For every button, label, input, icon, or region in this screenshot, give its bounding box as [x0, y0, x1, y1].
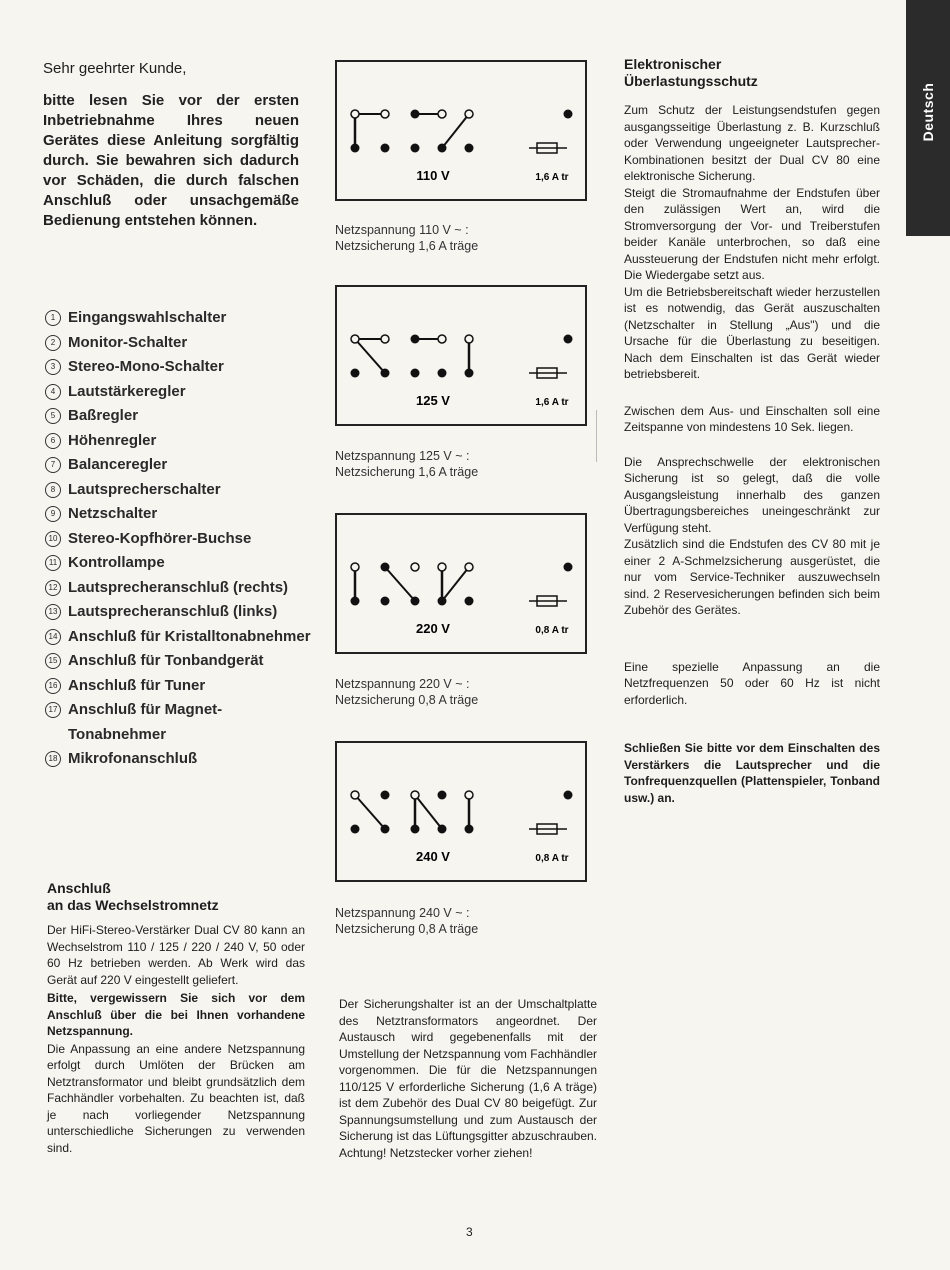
- diagram-caption: [335, 222, 478, 254]
- terminal-solder: [411, 825, 420, 834]
- part-number-badge: 12: [45, 580, 61, 596]
- parts-list-section: [45, 306, 315, 772]
- caption-voltage: Netzspannung 110 V ~ :: [335, 223, 469, 237]
- part-number-badge: 5: [45, 408, 61, 424]
- part-label: Lautsprecheranschluß (links): [68, 603, 278, 620]
- terminal-open: [465, 110, 473, 118]
- part-label: Kontrollampe: [68, 554, 165, 571]
- terminal-solder: [438, 369, 447, 378]
- terminal-open: [465, 563, 473, 571]
- terminal-solder: [381, 563, 390, 572]
- parts-list-item: [45, 576, 315, 601]
- overload-heading-line1: Elektronischer: [624, 56, 722, 72]
- parts-list-item: [45, 502, 315, 527]
- overload-paragraph-7: Eine spezielle Anpassung an die Netzfrequenzen 50 oder 60 Hz ist nicht erforderlich.: [624, 659, 880, 707]
- overload-paragraph-6: Zusätzlich sind die Endstufen des CV 80 mit je einer 2 A-Schmelzsicherung ausgerüstet, die nur vom Service-Techniker auszuwechseln sind. 2 Reservesicherungen befinden sich beim Zubehör des Gerätes.: [624, 537, 880, 617]
- part-number-badge: 14: [45, 629, 61, 645]
- terminal-open: [351, 335, 359, 343]
- fuse-rating-label: 1,6 A tr: [535, 172, 569, 183]
- bridge-line: [442, 567, 469, 601]
- bridge-line: [355, 795, 385, 829]
- caption-voltage: Netzspannung 125 V ~ :: [335, 449, 470, 463]
- part-label: Anschluß für Tuner: [68, 676, 206, 694]
- parts-list-item: [45, 478, 315, 503]
- terminal-open: [411, 563, 419, 571]
- mains-heading-line2: an das Wechselstromnetz: [47, 897, 219, 913]
- fuse-holder-section: [339, 996, 597, 1161]
- fuse-rating-label: 1,6 A tr: [535, 397, 569, 408]
- terminal-open: [381, 335, 389, 343]
- parts-list-item: [45, 453, 315, 478]
- fuse-rating-label: 0,8 A tr: [535, 625, 569, 636]
- parts-list-item: [45, 600, 315, 625]
- caption-voltage: Netzspannung 240 V ~ :: [335, 906, 470, 920]
- voltage-diagram: [335, 741, 587, 882]
- parts-list-item: [45, 331, 315, 356]
- terminal-solder: [381, 791, 390, 800]
- fuse-icon: [529, 824, 567, 834]
- parts-list-item: [45, 698, 315, 747]
- parts-list-item: [45, 380, 315, 405]
- mains-paragraph-3: Die Anpassung an eine andere Netzspannung erfolgt durch Umlöten der Brücken am Netztransformator und bleibt grundsätzlich dem Fachhändler vorbehalten. Zu beachten ist, daß je nach vorliegender Netzspannung unterschiedliche Sicherungen zu verwenden sind.: [47, 1041, 305, 1155]
- terminal-solder: [465, 597, 474, 606]
- terminal-open: [465, 791, 473, 799]
- terminal-solder: [381, 144, 390, 153]
- terminal-open: [381, 110, 389, 118]
- part-label: Lautsprecherschalter: [68, 480, 221, 498]
- parts-list-item: [45, 551, 315, 576]
- parts-list: [45, 306, 315, 772]
- terminal-open: [438, 110, 446, 118]
- part-number-badge: 16: [45, 678, 61, 694]
- part-number-badge: 15: [45, 653, 61, 669]
- wiring-diagram: [337, 515, 585, 652]
- terminal-solder: [564, 791, 573, 800]
- terminal-solder: [351, 144, 360, 153]
- part-number-badge: 1: [45, 310, 61, 326]
- terminal-solder: [411, 597, 420, 606]
- parts-list-item: [45, 306, 315, 331]
- caption-fuse: Netzsicherung 1,6 A träge: [335, 239, 479, 253]
- wiring-diagram: [337, 287, 585, 424]
- terminal-solder: [381, 825, 390, 834]
- voltage-label: 125 V: [416, 393, 450, 408]
- parts-list-item: [45, 527, 315, 552]
- language-tab: [906, 0, 950, 236]
- fuse-icon: [529, 143, 567, 153]
- part-label: Mikrofonanschluß: [68, 750, 198, 767]
- terminal-solder: [351, 825, 360, 834]
- terminal-solder: [465, 144, 474, 153]
- caption-voltage: Netzspannung 220 V ~ :: [335, 677, 470, 691]
- part-label: Baßregler: [68, 407, 139, 424]
- part-number-badge: 4: [45, 384, 61, 400]
- terminal-open: [351, 563, 359, 571]
- voltage-diagram: [335, 285, 587, 426]
- part-number-badge: 17: [45, 702, 61, 718]
- greeting: Sehr geehrter Kunde,: [43, 60, 187, 77]
- terminal-solder: [381, 597, 390, 606]
- mains-paragraph-2: Bitte, vergewissern Sie sich vor dem Anschluß über die bei Ihnen vorhandene Netzspannung.: [47, 991, 305, 1038]
- terminal-solder: [438, 791, 447, 800]
- overload-heading: [624, 56, 880, 90]
- mains-paragraph-1: Der HiFi-Stereo-Verstärker Dual CV 80 kann an Wechselstrom 110 / 125 / 220 / 240 V, 50 oder 60 Hz betrieben werden. Ab Werk wird das Gerät auf 220 V eingestellt geliefert.: [47, 923, 305, 987]
- part-label: Höhenregler: [68, 431, 157, 449]
- overload-paragraph-2: Steigt die Stromaufnahme der Endstufen über den zulässigen Wert an, wird die Stromversorgung der Vor- und Treiberstufen beider Kanäle unterbrochen, so daß eine Aussteuerung der Endstufen nicht mehr erfolgt. Die Wiedergabe setzt aus.: [624, 185, 880, 282]
- caption-fuse: Netzsicherung 1,6 A träge: [335, 465, 479, 479]
- part-number-badge: 8: [45, 482, 61, 498]
- part-label: Anschluß für Kristalltonabnehmer: [68, 627, 311, 645]
- part-label: Anschluß für Tonbandgerät: [68, 652, 264, 669]
- part-number-badge: 18: [45, 751, 61, 767]
- part-number-badge: 9: [45, 506, 61, 522]
- part-number-badge: 2: [45, 335, 61, 351]
- part-number-badge: 11: [45, 555, 61, 571]
- parts-list-item: [45, 747, 315, 772]
- part-label: Lautsprecheranschluß (rechts): [68, 578, 289, 596]
- part-number-badge: 3: [45, 359, 61, 375]
- terminal-open: [411, 791, 419, 799]
- part-label: Monitor-Schalter: [68, 333, 188, 351]
- part-number-badge: 13: [45, 604, 61, 620]
- diagram-caption: [335, 448, 478, 480]
- part-label: Stereo-Mono-Schalter: [68, 358, 224, 375]
- part-label: Anschluß für Magnet-Tonabnehmer: [68, 701, 223, 743]
- terminal-open: [438, 335, 446, 343]
- terminal-solder: [351, 597, 360, 606]
- parts-list-item: [45, 649, 315, 674]
- mains-section: [47, 880, 305, 1156]
- intro-text: bitte lesen Sie vor der ersten Inbetriebnahme Ihres neuen Gerätes diese Anleitung sorgfältig durch. Sie bewahren sich dadurch vor Schäden, die durch falschen Anschluß oder unsachgemäße Bedienung entstehen können.: [43, 92, 299, 229]
- parts-list-item: [45, 404, 315, 429]
- voltage-diagram: [335, 60, 587, 201]
- overload-heading-line2: Überlastungsschutz: [624, 73, 758, 89]
- terminal-solder: [411, 144, 420, 153]
- parts-list-item: [45, 625, 315, 650]
- parts-list-item: [45, 429, 315, 454]
- terminal-open: [438, 563, 446, 571]
- part-label: Netzschalter: [68, 505, 158, 522]
- terminal-solder: [438, 144, 447, 153]
- terminal-solder: [564, 563, 573, 572]
- terminal-solder: [465, 369, 474, 378]
- terminal-solder: [411, 335, 420, 344]
- language-tab-label: Deutsch: [920, 82, 936, 142]
- part-number-badge: 10: [45, 531, 61, 547]
- part-label: Stereo-Kopfhörer-Buchse: [68, 529, 252, 547]
- part-number-badge: 7: [45, 457, 61, 473]
- caption-fuse: Netzsicherung 0,8 A träge: [335, 922, 479, 936]
- terminal-solder: [564, 110, 573, 119]
- intro-section: [43, 60, 299, 231]
- fuse-icon: [529, 596, 567, 606]
- terminal-solder: [564, 335, 573, 344]
- bridge-line: [385, 567, 415, 601]
- terminal-open: [351, 791, 359, 799]
- mains-heading-line1: Anschluß: [47, 880, 111, 896]
- wiring-diagram: [337, 743, 585, 880]
- bridge-line: [415, 795, 442, 829]
- overload-section: [624, 56, 880, 806]
- bridge-line: [442, 114, 469, 148]
- voltage-diagram: [335, 513, 587, 654]
- part-label: Eingangswahlschalter: [68, 309, 227, 326]
- column-divider: [596, 410, 597, 462]
- fuse-rating-label: 0,8 A tr: [535, 853, 569, 864]
- terminal-open: [465, 335, 473, 343]
- part-label: Balanceregler: [68, 456, 168, 473]
- voltage-label: 110 V: [416, 168, 450, 183]
- mains-heading: [47, 880, 305, 914]
- terminal-solder: [438, 597, 447, 606]
- parts-list-item: [45, 674, 315, 699]
- overload-paragraph-1: Zum Schutz der Leistungsendstufen gegen ausgangsseitige Überlastung z. B. Kurzschluß oder Verwendung ungeeigneter Lautsprecher-Kombinationen besitzt der Dual CV 80 eine elektronische Sicherung.: [624, 103, 880, 183]
- voltage-label: 220 V: [416, 621, 450, 636]
- overload-paragraph-4: Zwischen dem Aus- und Einschalten soll eine Zeitspanne von mindestens 10 Sek. liegen.: [624, 403, 880, 434]
- overload-paragraph-3: Um die Betriebsbereitschaft wieder herzustellen ist es notwendig, das Gerät auszuschalten (Netzschalter in Stellung „Aus") und die Ursache für die Überlastung zu beseitigen. Nach dem Einschalten ist das Gerät wieder betriebsbereit.: [624, 284, 880, 381]
- overload-paragraph-5: Die Ansprechschwelle der elektronischen Sicherung ist so gelegt, daß die volle Ausgangsleistung innerhalb des ganzen Übertragungsbereiches uneingeschränkt zur Verfügung steht.: [624, 454, 880, 535]
- diagram-caption: [335, 905, 478, 937]
- part-label: Lautstärkeregler: [68, 382, 186, 400]
- terminal-solder: [465, 825, 474, 834]
- bridge-line: [355, 339, 385, 373]
- overload-paragraph-8: Schließen Sie bitte vor dem Einschalten des Verstärkers die Lautsprecher und die Tonfrequenzquellen (Plattenspieler, Tonband usw.) an.: [624, 741, 880, 805]
- fuse-icon: [529, 368, 567, 378]
- part-number-badge: 6: [45, 433, 61, 449]
- fuse-holder-text: Der Sicherungshalter ist an der Umschaltplatte des Netztransformators angeordnet. Der Austausch wird gegebenenfalls mit der Umstellung der Netzspannung vom Fachhändler vorgenommen. Die für die Netzspannungen 110/125 V erforderliche Sicherung (1,6 A träge) ist dem Zubehör des Dual CV 80 beigefügt. Zur Spannungsumstellung und zum Austausch der Sicherung ist das Lüftungsgitter abzuschrauben. Achtung! Netzstecker vorher ziehen!: [339, 997, 597, 1160]
- wiring-diagram: [337, 62, 585, 199]
- terminal-solder: [438, 825, 447, 834]
- terminal-solder: [411, 369, 420, 378]
- caption-fuse: Netzsicherung 0,8 A träge: [335, 693, 479, 707]
- terminal-solder: [411, 110, 420, 119]
- terminal-solder: [381, 369, 390, 378]
- terminal-solder: [351, 369, 360, 378]
- page-number: 3: [466, 1225, 473, 1239]
- voltage-label: 240 V: [416, 849, 450, 864]
- terminal-open: [351, 110, 359, 118]
- parts-list-item: [45, 355, 315, 380]
- diagram-caption: [335, 676, 478, 708]
